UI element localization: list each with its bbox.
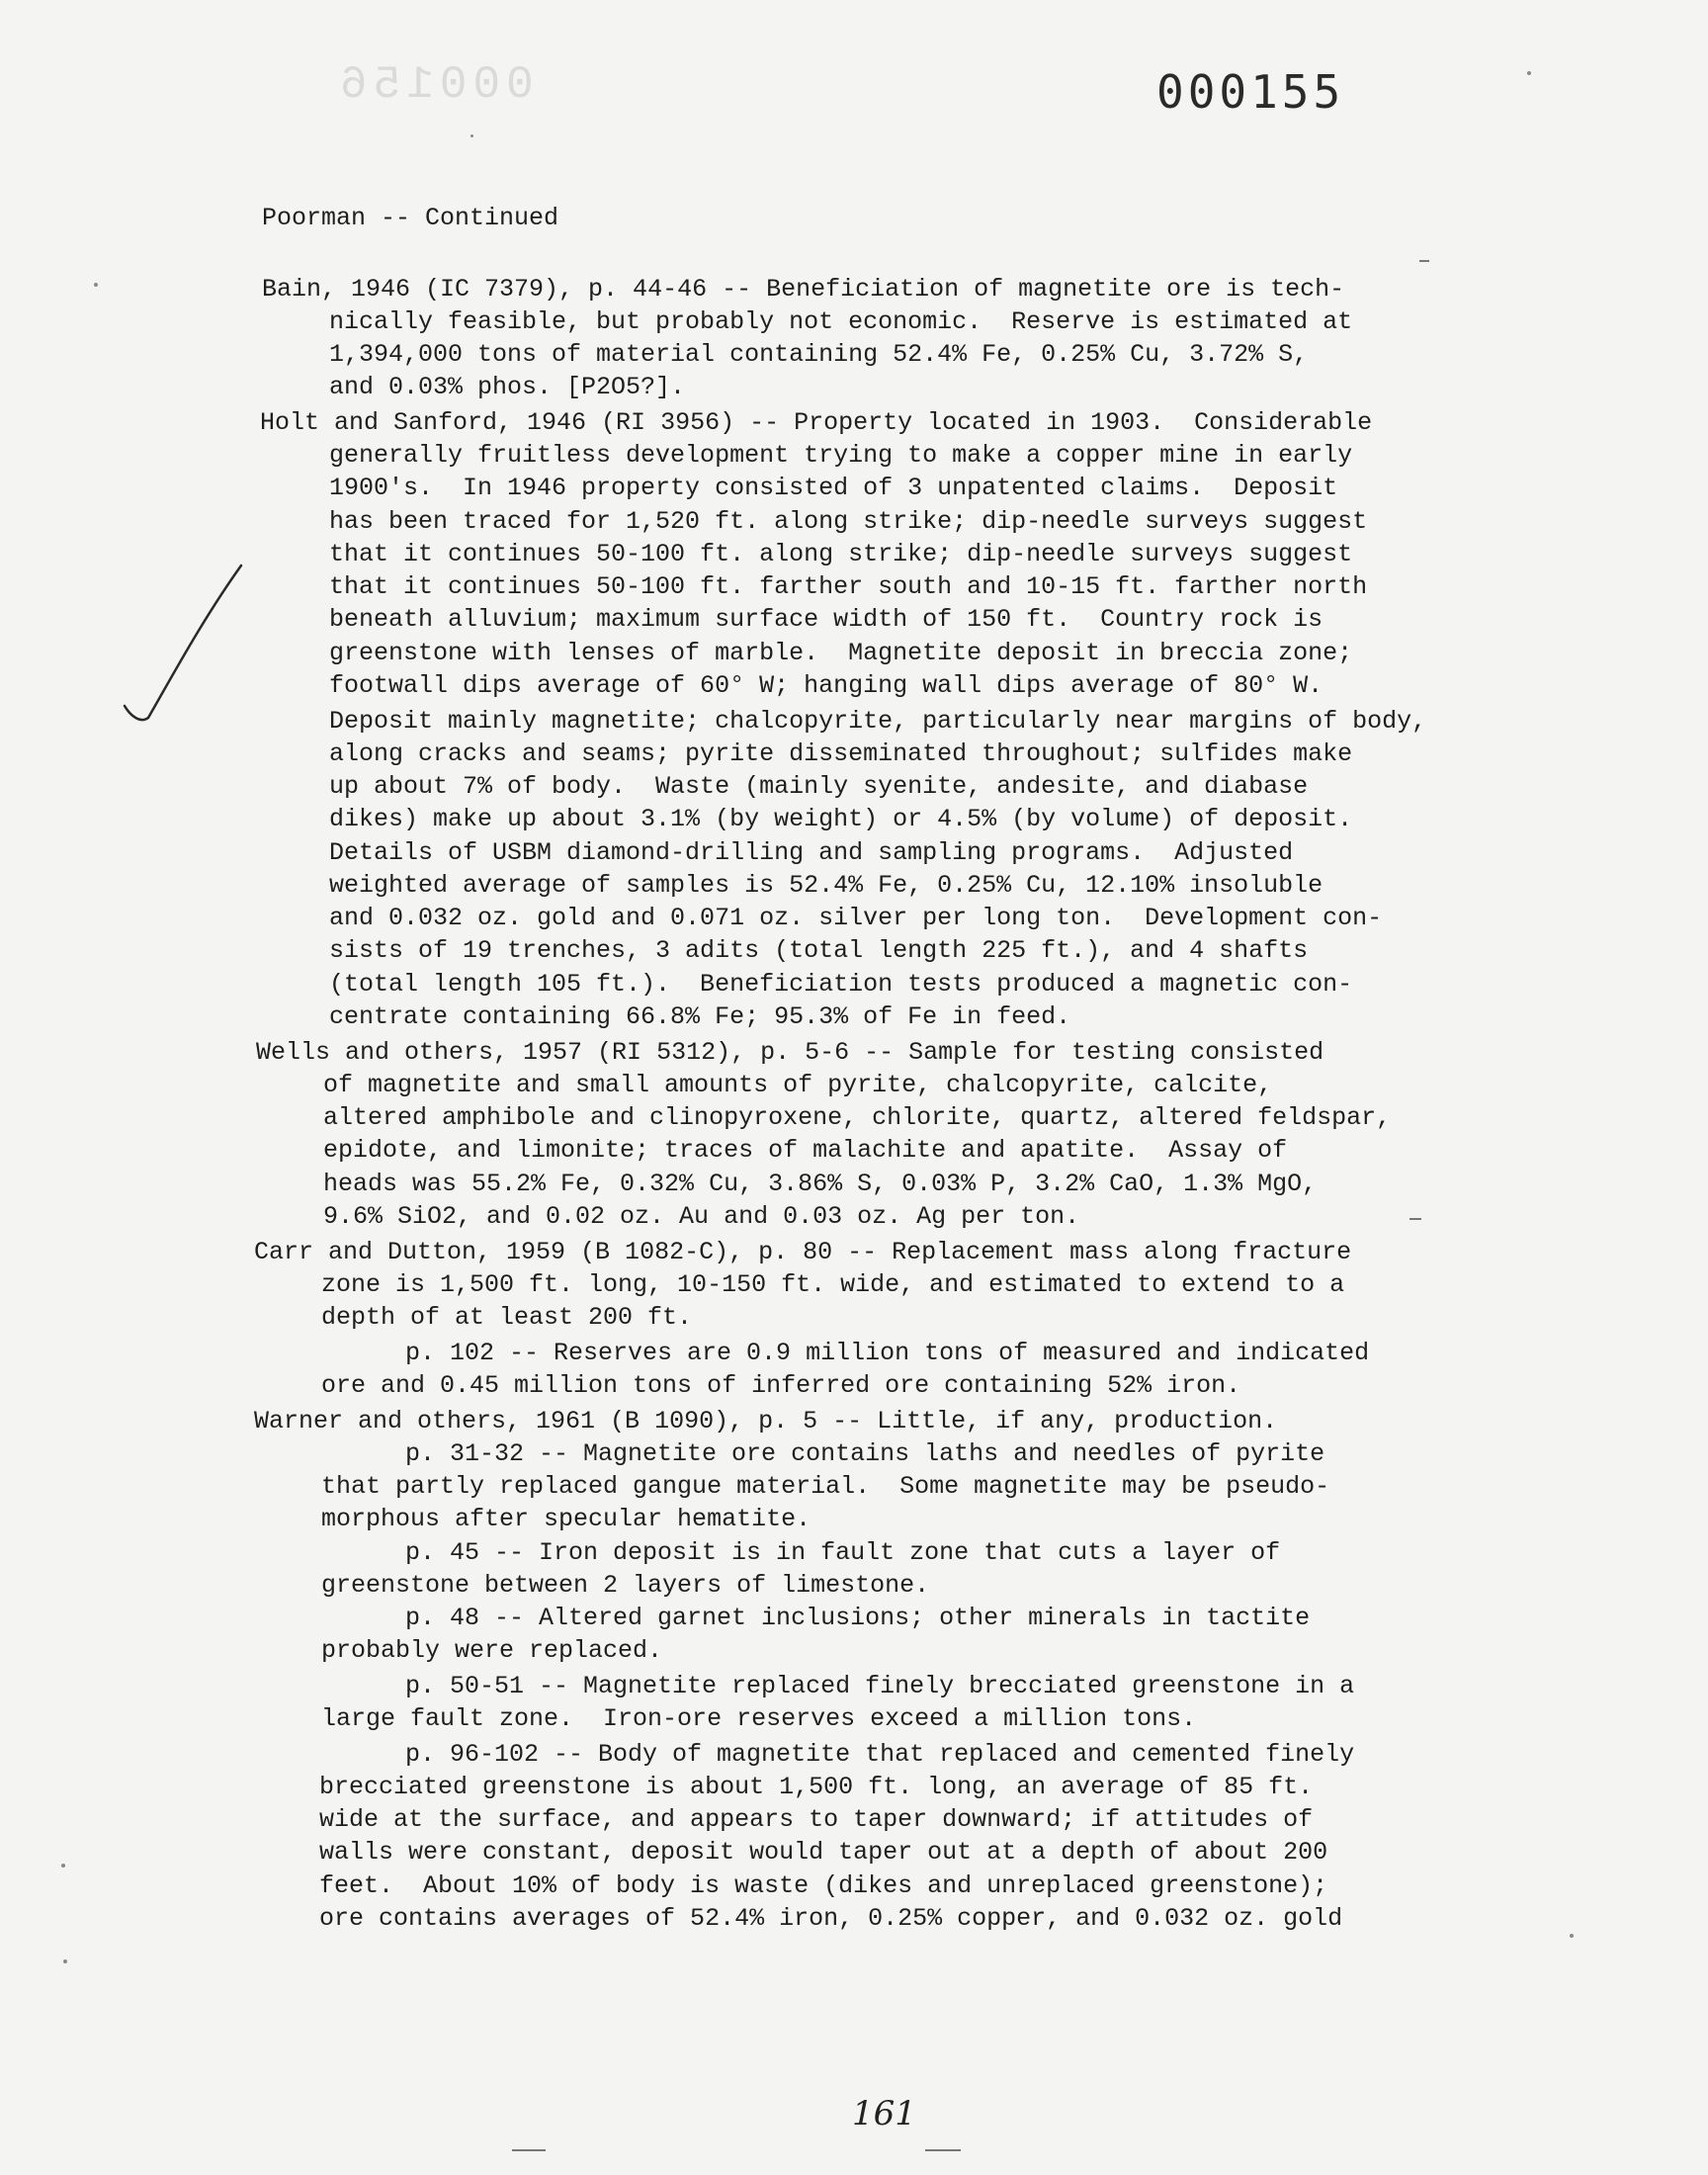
text-line: that it continues 50-100 ft. farther south and 10-15 ft. farther north	[329, 572, 1368, 601]
text-line: ore and 0.45 million tons of inferred ore containing 52% iron.	[321, 1371, 1241, 1400]
text-line: that it continues 50-100 ft. along strike; dip-needle surveys suggest	[329, 540, 1353, 568]
text-line: heads was 55.2% Fe, 0.32% Cu, 3.86% S, 0.03% P, 3.2% CaO, 1.3% MgO,	[323, 1170, 1318, 1198]
text-line: Details of USBM diamond-drilling and sampling programs. Adjusted	[329, 838, 1294, 867]
text-line: p. 50-51 -- Magnetite replaced finely brecciated greenstone in a	[405, 1672, 1355, 1700]
text-line: beneath alluvium; maximum surface width of 150 ft. Country rock is	[329, 605, 1324, 634]
scan-dash	[925, 2149, 961, 2151]
text-line: feet. About 10% of body is waste (dikes and unreplaced greenstone);	[319, 1871, 1328, 1900]
scan-speck	[1570, 1934, 1574, 1938]
scan-speck	[94, 283, 98, 287]
scan-speck	[61, 1864, 65, 1868]
text-line: nically feasible, but probably not economic. Reserve is estimated at	[329, 307, 1353, 336]
text-line: (total length 105 ft.). Beneficiation tests produced a magnetic con-	[329, 970, 1353, 999]
text-line: of magnetite and small amounts of pyrite, chalcopyrite, calcite,	[323, 1071, 1273, 1099]
text-line: zone is 1,500 ft. long, 10-150 ft. wide, and estimated to extend to a	[321, 1270, 1345, 1299]
text-line: p. 102 -- Reserves are 0.9 million tons of measured and indicated	[405, 1339, 1370, 1367]
text-line: Holt and Sanford, 1946 (RI 3956) -- Property located in 1903. Considerable	[260, 408, 1373, 437]
text-line: brecciated greenstone is about 1,500 ft. long, an average of 85 ft.	[319, 1773, 1314, 1801]
text-line: up about 7% of body. Waste (mainly syenite, andesite, and diabase	[329, 772, 1309, 801]
scan-speck	[63, 1959, 67, 1963]
text-line: Warner and others, 1961 (B 1090), p. 5 -- Little, if any, production.	[254, 1407, 1278, 1436]
text-line: along cracks and seams; pyrite disseminated throughout; sulfides make	[329, 740, 1353, 768]
text-line: p. 48 -- Altered garnet inclusions; other minerals in tactite	[405, 1604, 1311, 1632]
scan-speck	[470, 134, 473, 137]
text-line: altered amphibole and clinopyroxene, chlorite, quartz, altered feldspar,	[323, 1103, 1392, 1132]
text-line: 9.6% SiO2, and 0.02 oz. Au and 0.03 oz. Ag per ton.	[323, 1202, 1080, 1231]
text-line: epidote, and limonite; traces of malachite and apatite. Assay of	[323, 1136, 1288, 1165]
text-line: generally fruitless development trying to make a copper mine in early	[329, 441, 1353, 470]
text-line: ore contains averages of 52.4% iron, 0.25% copper, and 0.032 oz. gold	[319, 1904, 1343, 1933]
checkmark-annotation	[119, 562, 257, 730]
text-line: and 0.032 oz. gold and 0.071 oz. silver per long ton. Development con-	[329, 904, 1383, 932]
text-line: has been traced for 1,520 ft. along strike; dip-needle surveys suggest	[329, 507, 1368, 536]
text-line: Carr and Dutton, 1959 (B 1082-C), p. 80 -- Replacement mass along fracture	[254, 1238, 1352, 1266]
text-line: greenstone with lenses of marble. Magnetite deposit in breccia zone;	[329, 639, 1353, 667]
scan-dash	[512, 2149, 546, 2151]
text-line: depth of at least 200 ft.	[321, 1303, 693, 1332]
text-line: p. 31-32 -- Magnetite ore contains laths and needles of pyrite	[405, 1439, 1325, 1468]
text-line: 1900's. In 1946 property consisted of 3 unpatented claims. Deposit	[329, 474, 1338, 502]
text-line: footwall dips average of 60° W; hanging wall dips average of 80° W.	[329, 671, 1324, 700]
text-line: that partly replaced gangue material. Some magnetite may be pseudo-	[321, 1472, 1330, 1501]
text-line: 1,394,000 tons of material containing 52.4% Fe, 0.25% Cu, 3.72% S,	[329, 340, 1309, 369]
text-line: weighted average of samples is 52.4% Fe, 0.25% Cu, 12.10% insoluble	[329, 871, 1324, 900]
scan-speck	[1527, 71, 1531, 75]
text-line: centrate containing 66.8% Fe; 95.3% of Fe in feed.	[329, 1002, 1071, 1031]
bleed-through-page-number: 000156	[334, 59, 534, 111]
text-line: wide at the surface, and appears to taper downward; if attitudes of	[319, 1805, 1314, 1834]
text-line: p. 45 -- Iron deposit is in fault zone that cuts a layer of	[405, 1538, 1281, 1567]
text-line: and 0.03% phos. [P2O5?].	[329, 373, 686, 401]
text-line: probably were replaced.	[321, 1636, 663, 1665]
scan-dash	[1419, 260, 1429, 262]
scan-dash	[1409, 1218, 1421, 1220]
section-heading: Poorman -- Continued	[262, 204, 559, 232]
text-line: Wells and others, 1957 (RI 5312), p. 5-6 -- Sample for testing consisted	[256, 1038, 1324, 1067]
page-number: 000155	[1156, 65, 1345, 119]
folio-number: 161	[852, 2094, 916, 2133]
text-line: morphous after specular hematite.	[321, 1505, 811, 1533]
text-line: p. 96-102 -- Body of magnetite that replaced and cemented finely	[405, 1740, 1355, 1769]
text-line: Bain, 1946 (IC 7379), p. 44-46 -- Beneficiation of magnetite ore is tech-	[262, 275, 1345, 304]
text-line: large fault zone. Iron-ore reserves exceed a million tons.	[321, 1704, 1197, 1733]
text-line: dikes) make up about 3.1% (by weight) or 4.5% (by volume) of deposit.	[329, 805, 1353, 833]
text-line: walls were constant, deposit would taper out at a depth of about 200	[319, 1838, 1328, 1867]
text-line: Deposit mainly magnetite; chalcopyrite, particularly near margins of body,	[329, 707, 1427, 736]
text-line: greenstone between 2 layers of limestone.	[321, 1571, 930, 1600]
text-line: sists of 19 trenches, 3 adits (total length 225 ft.), and 4 shafts	[329, 936, 1309, 965]
